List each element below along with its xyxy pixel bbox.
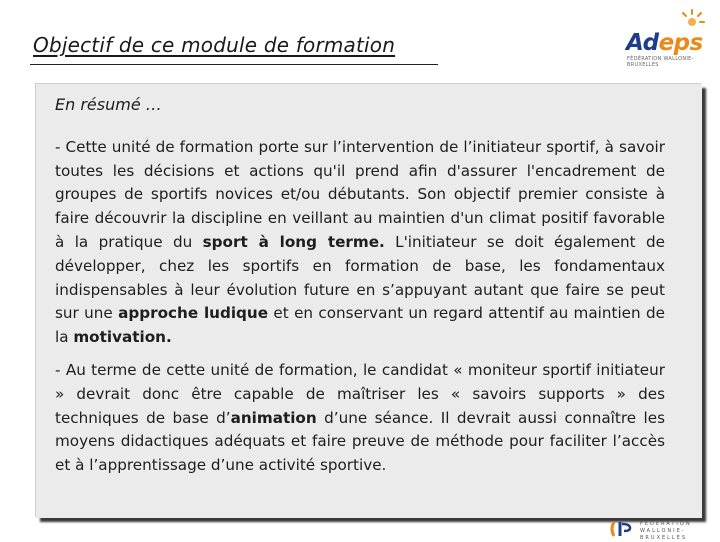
federation-text: FÉDÉRATION WALLONIE-BRUXELLES (640, 521, 692, 541)
page-title: Objectif de ce module de formation (33, 33, 396, 57)
adeps-logo (622, 8, 712, 70)
content-card (36, 84, 702, 518)
adeps-wordmark: Adeps (626, 30, 703, 56)
paragraph-outcome: - Au terme de cette unité de formation, le candidat « moniteur sportif initiateur » devrait donc être capable de maîtriser les « savoirs supports » des techniques de base d’animation d’une séance. Il devrait aussi connaître les moyens didactiques adéquats et faire preuve de méthode pour faciliter l’accès et à l’apprentissage d’une activité sportive. (55, 360, 665, 475)
paragraph-objective: - Cette unité de formation porte sur l’intervention de l’initiateur sportif, à savoir toutes les décisions et actions qu'il prend afin d'assurer l'encadrement de groupes de sportifs novices et/ou débutants. Son objectif premier consiste à faire découvrir la discipline en veillant au maintien d'un climat positif favorable à la pratique du sport à long terme. L'initiateur se doit également de développer, chez les sportifs en formation de base, les fondamentaux indispensables à leur évolution future en s’appuyant autant que faire se peut sur une approche ludique et en conservant un regard attentif au maintien de la motivation. (55, 137, 665, 347)
adeps-tagline: FÉDÉRATION WALLONIE-BRUXELLES (627, 56, 694, 68)
summary-heading: En résumé … (55, 95, 162, 114)
title-underline (30, 64, 438, 65)
federation-logo (610, 516, 720, 540)
federation-mark-icon (610, 518, 636, 540)
